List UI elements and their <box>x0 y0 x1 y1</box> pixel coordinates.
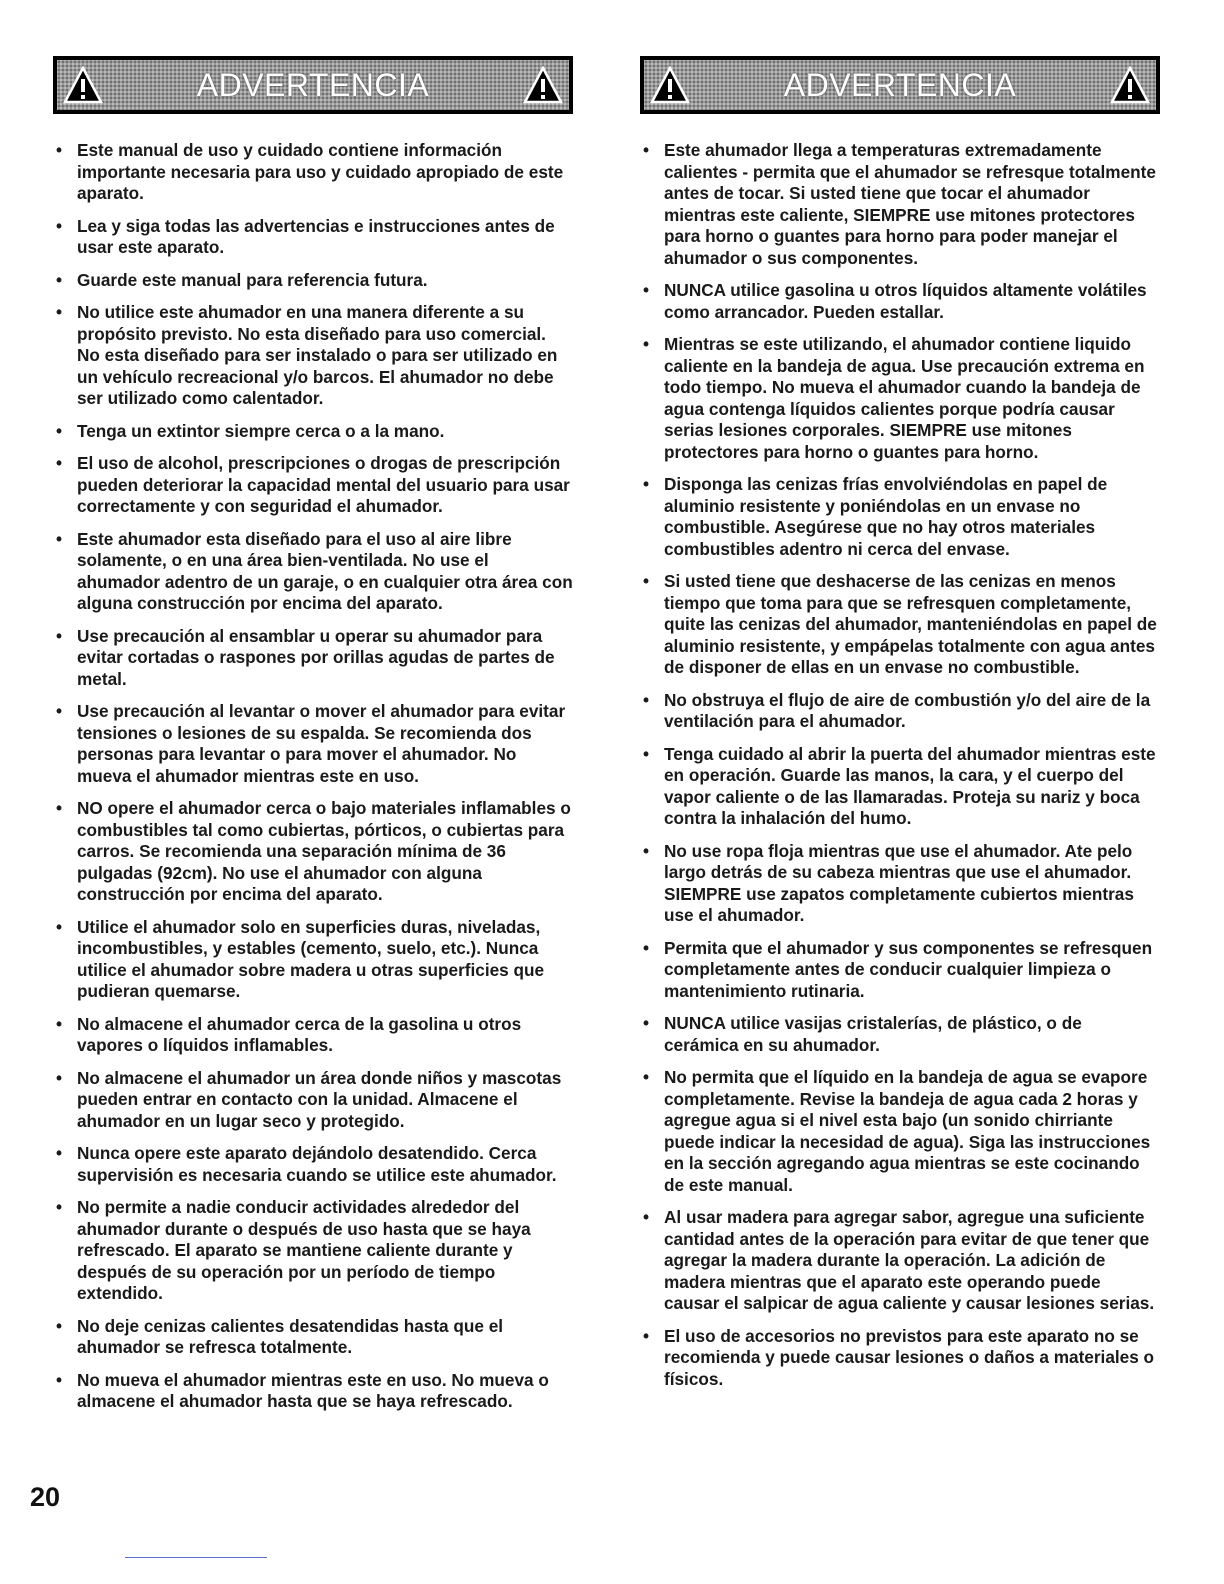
list-item: • Lea y siga todas las advertencias e instrucciones antes de usar este aparato. <box>53 216 573 259</box>
list-item: • Permita que el ahumador y sus componentes se refresquen completamente antes de conducir cualquier limpieza o mantenimiento rutinaria. <box>640 938 1160 1003</box>
list-item: • No almacene el ahumador un área donde niños y mascotas pueden entrar en contacto con la unidad. Almacene el ahumador en un lugar seco y protegido. <box>53 1068 573 1133</box>
list-item: • Guarde este manual para referencia futura. <box>53 270 573 292</box>
page-number: 20 <box>30 1482 61 1512</box>
list-item: • Este ahumador llega a temperaturas extremadamente calientes - permita que el ahumador se refresque totalmente antes de tocar. Si usted tiene que tocar el ahumador mientras este caliente, SIEMPRE use mitones protectores para horno o guantes para horno para poder manejar el ahumador o sus componentes. <box>640 140 1160 269</box>
list-item: • No use ropa floja mientras que use el ahumador. Ate pelo largo detrás de su cabeza mientras que use el ahumador. SIEMPRE use zapatos completamente cubiertos mientras use el ahumador. <box>640 841 1160 927</box>
warning-triangle-icon <box>1110 66 1150 104</box>
list-item: • Use precaución al levantar o mover el ahumador para evitar tensiones o lesiones de su espalda. Se recomienda dos personas para levantar o para mover el ahumador. No mueva el ahumador mientras este en uso. <box>53 701 573 787</box>
list-item: • Este ahumador esta diseñado para el uso al aire libre solamente, o en una área bien-ventilada. No use el ahumador adentro de un garaje, o en cualquier otra área con alguna construcción por encima del aparato. <box>53 529 573 615</box>
list-item: • No utilice este ahumador en una manera diferente a su propósito previsto. No esta diseñado para uso comercial. No esta diseñado para ser instalado o para ser utilizado en un vehículo recreacional y/o barcos. El ahumador no debe ser utilizado como calentador. <box>53 302 573 410</box>
list-item: • No obstruya el flujo de aire de combustión y/o del aire de la ventilación para el ahumador. <box>640 690 1160 733</box>
list-item: • No almacene el ahumador cerca de la gasolina u otros vapores o líquidos inflamables. <box>53 1014 573 1057</box>
list-item: • Si usted tiene que deshacerse de las cenizas en menos tiempo que toma para que se refresquen completamente, quite las cenizas del ahumador, manteniéndolas en papel de aluminio resistente, y empápelas totalmente con agua antes de disponer de ellas en un envase no combustible. <box>640 571 1160 679</box>
warning-triangle-icon <box>650 66 690 104</box>
list-item: • NUNCA utilice gasolina u otros líquidos altamente volátiles como arrancador. Pueden estallar. <box>640 280 1160 323</box>
warning-banner-right <box>640 56 1160 114</box>
list-item: • Use precaución al ensamblar u operar su ahumador para evitar cortadas o raspones por orillas agudas de partes de metal. <box>53 626 573 691</box>
list-item: • Nunca opere este aparato dejándolo desatendido. Cerca supervisión es necesaria cuando se utilice este ahumador. <box>53 1143 573 1186</box>
list-item: • No deje cenizas calientes desatendidas hasta que el ahumador se refresca totalmente. <box>53 1316 573 1359</box>
list-item: • Este manual de uso y cuidado contiene información importante necesaria para uso y cuidado apropiado de este aparato. <box>53 140 573 205</box>
banner-title: ADVERTENCIA <box>783 66 1017 103</box>
list-item: • Mientras se este utilizando, el ahumador contiene liquido caliente en la bandeja de agua. Use precaución extrema en todo tiempo. No mueva el ahumador cuando la bandeja de agua contenga líquidos calientes porque podría causar serias lesiones corporales. SIEMPRE use mitones protectores para horno o guantes para horno. <box>640 334 1160 463</box>
left-warning-column <box>53 56 573 1424</box>
banner-title: ADVERTENCIA <box>196 66 430 103</box>
list-item: • Utilice el ahumador solo en superficies duras, niveladas, incombustibles, y estables (cemento, suelo, etc.). Nunca utilice el ahumador sobre madera u otras superficies que pudieran quemarse. <box>53 917 573 1003</box>
list-item: • Al usar madera para agregar sabor, agregue una suficiente cantidad antes de la operación para evitar de que tener que agregar la madera durante la operación. La adición de madera mientras que el aparato este operando puede causar el salpicar de agua caliente y causar lesiones serias. <box>640 1207 1160 1315</box>
warning-triangle-icon <box>63 66 103 104</box>
right-warning-column <box>640 56 1160 1401</box>
list-item: • El uso de accesorios no previstos para este aparato no se recomienda y puede causar lesiones o daños a materiales o físicos. <box>640 1326 1160 1391</box>
footer-rule <box>125 1557 267 1558</box>
list-item: • NO opere el ahumador cerca o bajo materiales inflamables o combustibles tal como cubiertas, pórticos, o cubiertas para carros. Se recomienda una separación mínima de 36 pulgadas (92cm). No use el ahumador con alguna construcción por encima del aparato. <box>53 798 573 906</box>
warning-list-right <box>640 140 1160 1390</box>
list-item: • No mueva el ahumador mientras este en uso. No mueva o almacene el ahumador hasta que se haya refrescado. <box>53 1370 573 1413</box>
list-item: • No permite a nadie conducir actividades alrededor del ahumador durante o después de uso hasta que se haya refrescado. El aparato se mantiene caliente durante y después de su operación por un período de tiempo extendido. <box>53 1197 573 1305</box>
list-item: • Disponga las cenizas frías envolviéndolas en papel de aluminio resistente y poniéndolas en un envase no combustible. Asegúrese que no hay otros materiales combustibles adentro ni cerca del envase. <box>640 474 1160 560</box>
list-item: • El uso de alcohol, prescripciones o drogas de prescripción pueden deteriorar la capacidad mental del usuario para usar correctamente y con seguridad el ahumador. <box>53 453 573 518</box>
list-item: • NUNCA utilice vasijas cristalerías, de plástico, o de cerámica en su ahumador. <box>640 1013 1160 1056</box>
list-item: • Tenga cuidado al abrir la puerta del ahumador mientras este en operación. Guarde las manos, la cara, y el cuerpo del vapor caliente o de las llamaradas. Proteja su nariz y boca contra la inhalación del humo. <box>640 744 1160 830</box>
list-item: • No permita que el líquido en la bandeja de agua se evapore completamente. Revise la bandeja de agua cada 2 horas y agregue agua si el nivel esta bajo (un sonido chirriante puede indicar la necesidad de agua). Siga las instrucciones en la sección agregando agua mientras se este cocinando de este manual. <box>640 1067 1160 1196</box>
warning-list-left <box>53 140 573 1413</box>
list-item: • Tenga un extintor siempre cerca o a la mano. <box>53 421 573 443</box>
warning-triangle-icon <box>523 66 563 104</box>
warning-banner-left <box>53 56 573 114</box>
